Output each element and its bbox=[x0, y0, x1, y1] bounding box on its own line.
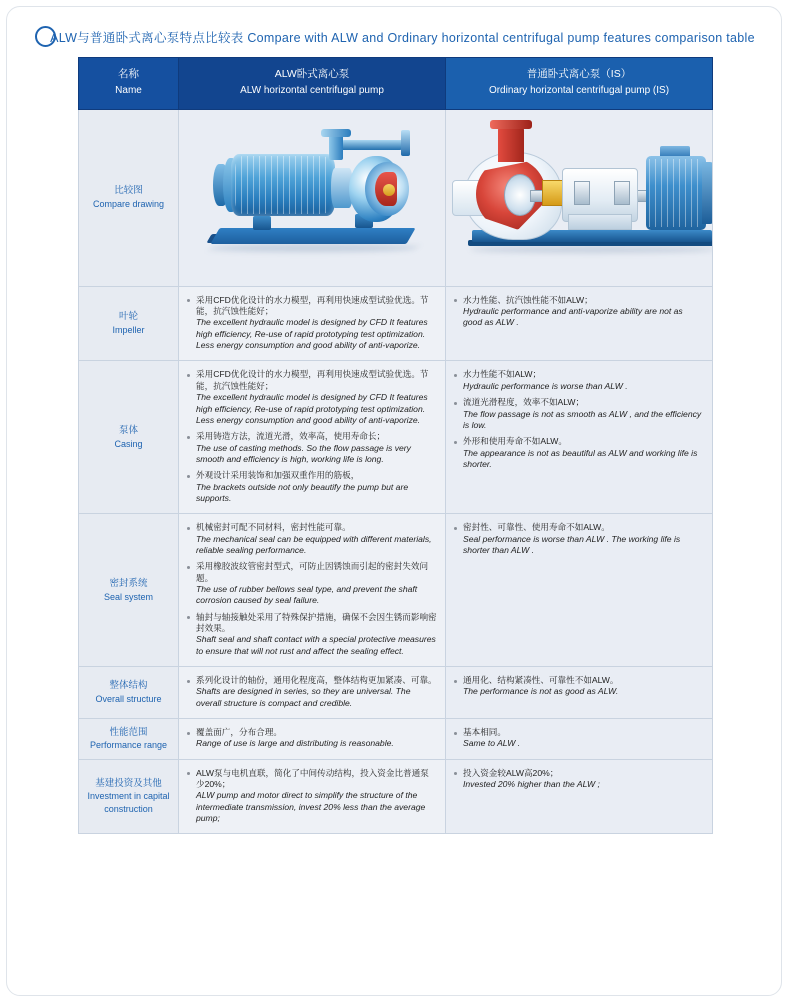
is-motor-end-cap bbox=[702, 162, 712, 224]
table-row bbox=[79, 109, 713, 286]
table-header-row bbox=[79, 58, 713, 110]
list-item bbox=[185, 612, 437, 657]
bullet-cn: ALW泵与电机直联，简化了中间传动结构，投入资金比普通泵少20%； bbox=[196, 767, 429, 790]
is-discharge-flange bbox=[490, 120, 532, 129]
discharge-pipe bbox=[334, 140, 411, 150]
bullet-en: Range of use is large and distributing is reasonable. bbox=[196, 738, 394, 749]
cell-is-impeller bbox=[446, 286, 713, 361]
list-item bbox=[185, 522, 437, 556]
bullet-en: Hydraulic performance and anti-vaporize ability are not as good as ALW . bbox=[463, 306, 683, 328]
row-label-cn: 叶轮 bbox=[118, 311, 138, 323]
row-label-en: Overall structure bbox=[95, 693, 162, 704]
bullet-list bbox=[452, 522, 704, 556]
section-cutaway-yellow bbox=[383, 184, 395, 196]
bullet-list bbox=[185, 727, 437, 750]
row-label-seal-system bbox=[79, 514, 179, 667]
bullet-en: Seal performance is worse than ALW . The working life is shorter than ALW . bbox=[463, 533, 681, 555]
is-motor-cooling-fins bbox=[649, 159, 703, 227]
is-discharge-neck bbox=[498, 126, 524, 162]
list-item bbox=[452, 675, 704, 698]
table-row bbox=[79, 759, 713, 834]
table-row bbox=[79, 514, 713, 667]
bullet-cn: 外观设计采用装饰和加强双重作用的筋板， bbox=[196, 470, 360, 481]
bullet-en: The excellent hydraulic model is designed by CFD It features high efficiency, Re-use of rapid prototyping test optimization. Less energy consumption and good ability of anti-vaporize. bbox=[196, 392, 428, 425]
bullet-en: The use of rubber bellows seal type, and prevent the shaft corrosion caused by seal failure. bbox=[196, 583, 418, 606]
figure-shadow bbox=[470, 246, 712, 253]
suction-flange bbox=[401, 130, 410, 156]
table-row bbox=[79, 719, 713, 760]
cell-alw-performance-range bbox=[179, 719, 446, 760]
alw-pump-drawing bbox=[179, 110, 445, 286]
row-label-en: Compare drawing bbox=[92, 199, 165, 210]
bullet-en: The use of casting methods. So the flow passage is very smooth and efficiency is high, working life is long. bbox=[196, 442, 411, 464]
bullet-en: Same to ALW . bbox=[463, 738, 521, 749]
cell-alw-impeller bbox=[179, 286, 446, 361]
header-cell-name bbox=[79, 58, 179, 110]
discharge-flange bbox=[321, 129, 351, 137]
header-is-en: Ordinary horizontal centrifugal pump (IS) bbox=[488, 84, 670, 96]
bullet-list bbox=[185, 295, 437, 352]
list-item bbox=[452, 768, 704, 791]
bullet-cn: 通用化、结构紧凑性、可靠性不如ALW。 bbox=[463, 675, 619, 686]
header-is-cn: 普通卧式离心泵（IS） bbox=[526, 68, 632, 80]
list-item bbox=[452, 522, 704, 556]
cell-alw-seal-system bbox=[179, 514, 446, 667]
list-item bbox=[185, 727, 437, 750]
bullet-cn: 采用CFD优化设计的水力模型，再利用快速成型试验优选。节能，抗汽蚀性能好； bbox=[196, 369, 429, 391]
bullet-cn: 采用CFD优化设计的水力模型，再利用快速成型试验优选。节能，抗汽蚀性能好； bbox=[196, 294, 429, 317]
row-label-performance-range bbox=[79, 719, 179, 760]
figure-cell-is bbox=[446, 109, 713, 286]
row-label-cn: 整体结构 bbox=[109, 680, 148, 692]
list-item bbox=[452, 727, 704, 750]
list-item bbox=[185, 295, 437, 352]
bullet-list bbox=[452, 295, 704, 329]
list-item bbox=[185, 675, 437, 709]
row-label-cn: 比较图 bbox=[114, 185, 143, 197]
table-row bbox=[79, 667, 713, 719]
bullet-en: The performance is not as good as ALW. bbox=[463, 686, 619, 697]
header-alw-en: ALW horizontal centrifugal pump bbox=[240, 84, 384, 96]
row-label-compare-drawing bbox=[79, 109, 179, 286]
discharge-neck bbox=[329, 134, 343, 160]
bullet-list bbox=[452, 675, 704, 698]
figure-shadow bbox=[207, 244, 422, 252]
bullet-list bbox=[452, 727, 704, 750]
is-bearing-left bbox=[574, 181, 590, 205]
row-label-en: Casing bbox=[114, 438, 143, 449]
row-label-cn: 泵体 bbox=[118, 424, 138, 436]
header-cell-is bbox=[446, 58, 713, 110]
bullet-en: ALW pump and motor direct to simplify the structure of the intermediate transmission, invest 20% less than the average pump; bbox=[196, 790, 426, 824]
bullet-en: The mechanical seal can be equipped with different materials, reliable sealing performance. bbox=[196, 533, 432, 555]
bullet-list bbox=[185, 522, 437, 657]
cell-is-casing bbox=[446, 361, 713, 514]
motor-cooling-fins bbox=[235, 156, 331, 214]
row-label-cn: 性能范围 bbox=[109, 726, 148, 738]
list-item bbox=[185, 470, 437, 504]
bullet-en: Shaft seal and shaft contact with a special protective measures to ensure that will not rust and affect the sealing effect. bbox=[196, 634, 436, 656]
row-label-en: Impeller bbox=[112, 324, 145, 335]
comparison-table bbox=[78, 57, 713, 834]
bullet-en: Invested 20% higher than the ALW ; bbox=[463, 779, 600, 790]
list-item bbox=[185, 431, 437, 465]
bullet-cn: 外形和使用寿命不如ALW。 bbox=[463, 436, 567, 447]
bullet-cn: 采用橡胶波纹管密封型式，可防止因锈蚀而引起的密封失效问题。 bbox=[196, 561, 429, 583]
bullet-cn: 水力性能、抗汽蚀性能不如ALW； bbox=[463, 294, 593, 305]
row-label-impeller bbox=[79, 286, 179, 361]
bullet-cn: 采用铸造方法，流道光滑，效率高，使用寿命长； bbox=[196, 431, 386, 442]
is-pump-drawing bbox=[446, 110, 712, 286]
bullet-cn: 投入资金较ALW高20%； bbox=[463, 767, 559, 778]
row-label-investment bbox=[79, 759, 179, 834]
row-label-cn: 基建投资及其他 bbox=[95, 777, 162, 789]
page-title-text: ALW与普通卧式离心泵特点比较表 Compare with ALW and Ordinary horizontal centrifugal pump features comparison table bbox=[50, 30, 755, 45]
header-name-cn: 名称 bbox=[118, 68, 139, 80]
list-item bbox=[452, 295, 704, 329]
list-item bbox=[185, 369, 437, 426]
pump-foot-left bbox=[253, 216, 271, 230]
list-item bbox=[452, 397, 704, 431]
row-label-cn: 密封系统 bbox=[109, 577, 148, 589]
is-bearing-support bbox=[568, 214, 632, 230]
list-item bbox=[185, 561, 437, 606]
cell-is-investment bbox=[446, 759, 713, 834]
bullet-en: The appearance is not as beautiful as ALW and working life is shorter. bbox=[463, 447, 698, 469]
header-alw-cn: ALW卧式离心泵 bbox=[274, 68, 350, 80]
table-row bbox=[79, 361, 713, 514]
is-shaft-seal bbox=[542, 180, 564, 206]
row-label-en: Investment in capital construction bbox=[87, 791, 170, 815]
bullet-list bbox=[185, 369, 437, 504]
bullet-cn: 流道光滑程度，效率不如ALW； bbox=[463, 397, 585, 408]
cell-alw-investment bbox=[179, 759, 446, 834]
figure-cell-alw bbox=[179, 109, 446, 286]
cell-is-overall-structure bbox=[446, 667, 713, 719]
bullet-cn: 覆盖面广，分布合理。 bbox=[196, 727, 282, 738]
bullet-cn: 密封性、可靠性、使用寿命不如ALW。 bbox=[463, 522, 610, 533]
is-bearing-right bbox=[614, 181, 630, 205]
bullet-list bbox=[452, 768, 704, 791]
bullet-cn: 机械密封可配不同材料，密封性能可靠。 bbox=[196, 522, 351, 533]
cell-alw-casing bbox=[179, 361, 446, 514]
bullet-en: Hydraulic performance is worse than ALW . bbox=[463, 380, 628, 391]
table-header bbox=[79, 58, 713, 110]
bullet-cn: 水力性能不如ALW； bbox=[463, 369, 542, 380]
bullet-list bbox=[452, 369, 704, 470]
bullet-list bbox=[185, 768, 437, 825]
table-row bbox=[79, 286, 713, 361]
page-title bbox=[0, 26, 790, 47]
header-cell-alw bbox=[179, 58, 446, 110]
list-item bbox=[452, 369, 704, 392]
row-label-en: Performance range bbox=[89, 740, 168, 751]
cell-alw-overall-structure bbox=[179, 667, 446, 719]
pump-baseplate bbox=[210, 228, 415, 244]
row-label-casing bbox=[79, 361, 179, 514]
cell-is-seal-system bbox=[446, 514, 713, 667]
cell-is-performance-range bbox=[446, 719, 713, 760]
bullet-en: The flow passage is not as smooth as ALW , and the efficiency is low. bbox=[463, 408, 702, 430]
bullet-en: The excellent hydraulic model is designed by CFD It features high efficiency, Re-use of rapid prototyping test optimization. Less energy consumption and good ability of anti-vaporize. bbox=[196, 317, 428, 351]
bullet-en: The brackets outside not only beautify the pump but are supports. bbox=[196, 481, 409, 503]
bullet-en: Shafts are designed in series, so they are universal. The overall structure is compact and credible. bbox=[196, 686, 411, 708]
bullet-cn: 基本相同。 bbox=[463, 727, 506, 738]
bullet-list bbox=[185, 675, 437, 709]
list-item bbox=[185, 768, 437, 825]
list-item bbox=[452, 436, 704, 470]
header-name-en: Name bbox=[115, 84, 142, 96]
bullet-cn: 轴封与轴接触处采用了特殊保护措施，确保不会因生锈而影响密封效果。 bbox=[196, 611, 437, 633]
table-body bbox=[79, 109, 713, 834]
row-label-overall-structure bbox=[79, 667, 179, 719]
row-label-en: Seal system bbox=[103, 591, 154, 602]
bullet-cn: 系列化设计的轴份，通用化程度高，整体结构更加紧凑、可靠。 bbox=[196, 675, 437, 686]
